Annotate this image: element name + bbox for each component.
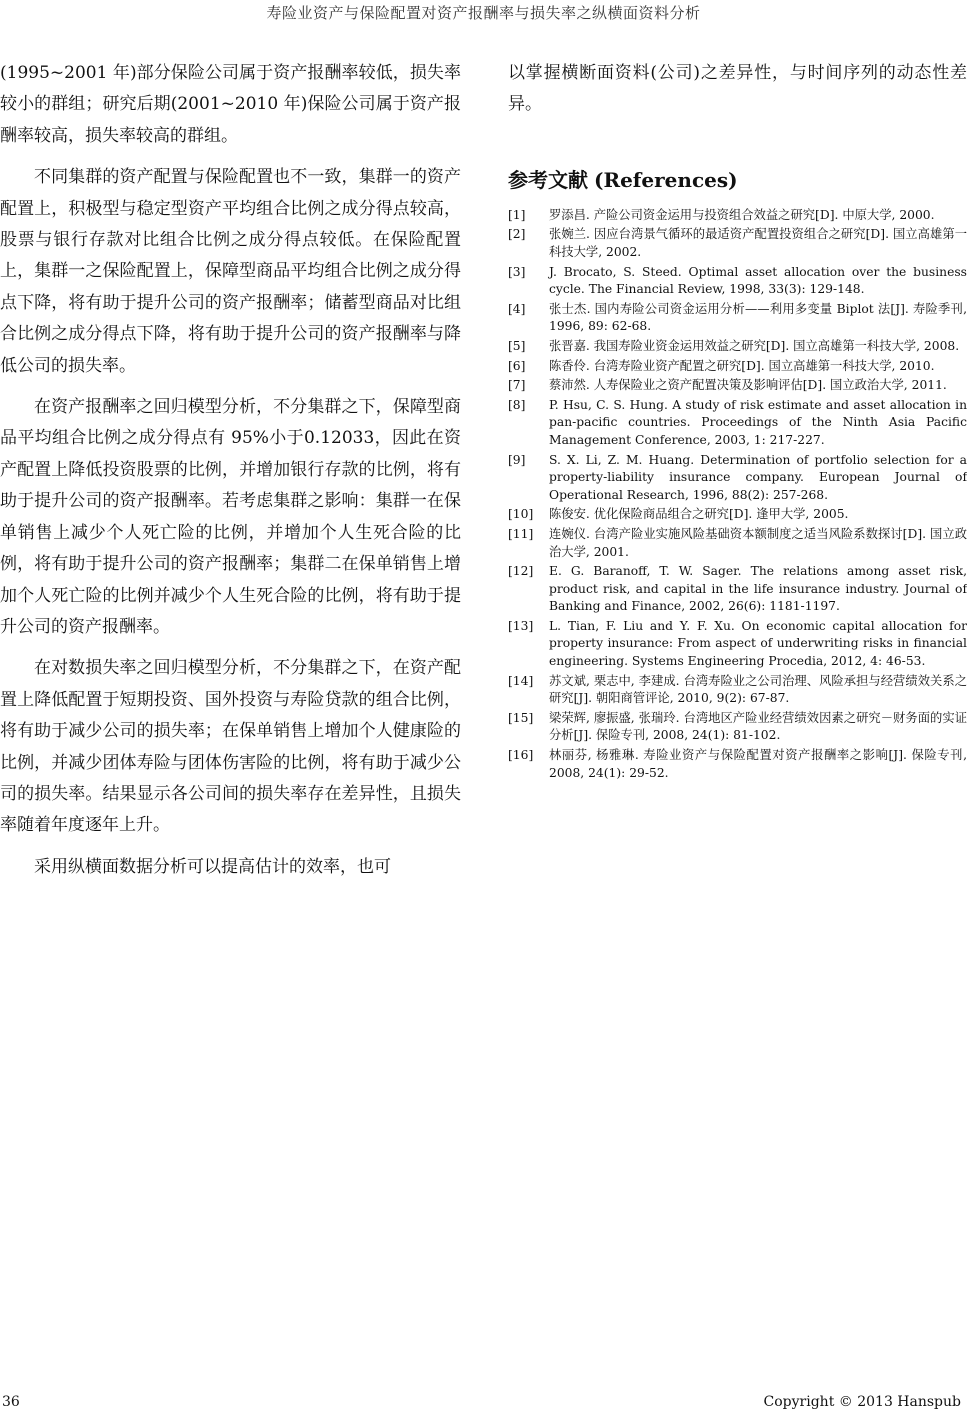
- reference-text: 连婉仪. 台湾产险业实施风险基础资本额制度之适当风险系数探讨[D]. 国立政治大学, 2001.: [549, 526, 967, 559]
- reference-text: P. Hsu, C. S. Hung. A study of risk estimate and asset allocation in pan-pacific countries. Proceedings of the Ninth Asia Pacific Management Conference, 2003, 1: 217-227.: [549, 397, 967, 447]
- references-heading-cn: 参考文献: [508, 167, 588, 192]
- reference-number: [3]: [508, 264, 526, 279]
- reference-text: L. Tian, F. Liu and Y. F. Xu. On economic capital allocation for property insurance: From aspect of underwriting risks in financial engineering. Systems Engineering Procedia, 2012, 4: 46-53.: [549, 618, 967, 669]
- reference-item: [508, 526, 967, 561]
- reference-item: [508, 377, 967, 395]
- reference-number: [5]: [508, 338, 526, 353]
- reference-text: 陈俊安. 优化保险商品组合之研究[D]. 逢甲大学, 2005.: [549, 507, 849, 522]
- reference-number: [4]: [508, 301, 526, 316]
- reference-number: [15]: [508, 710, 534, 725]
- reference-text: 陈香伶. 台湾寿险业资产配置之研究[D]. 国立高雄第一科技大学, 2010.: [549, 358, 935, 373]
- reference-text: 林丽芬, 杨雅琳. 寿险业资产与保险配置对资产报酬率之影响[J]. 保险专刊, 2008, 24(1): 29-52.: [549, 748, 967, 780]
- reference-number: [8]: [508, 397, 526, 412]
- reference-text: 苏文斌, 栗志中, 李建成. 台湾寿险业之公司治理、风险承担与经营绩效关系之研究[J]. 朝阳商管评论, 2010, 9(2): 67-87.: [549, 673, 967, 706]
- reference-number: [14]: [508, 673, 534, 688]
- body-paragraph: 采用纵横面数据分析可以提高估计的效率，也可: [34, 856, 391, 877]
- reference-item: [508, 452, 967, 505]
- reference-number: [7]: [508, 378, 526, 393]
- reference-number: [13]: [508, 618, 534, 633]
- reference-item: [508, 358, 967, 376]
- copyright-notice: Copyright © 2013 Hanspub: [763, 1394, 961, 1410]
- reference-number: [9]: [508, 452, 526, 467]
- reference-number: [16]: [508, 748, 534, 763]
- reference-item: [508, 207, 967, 225]
- reference-text: 张婉兰. 因应台湾景气循环的最适资产配置投资组合之研究[D]. 国立高雄第一科技大学, 2002.: [549, 227, 967, 259]
- reference-number: [11]: [508, 526, 534, 541]
- body-paragraph-continuation: 以掌握横断面资料(公司)之差异性，与时间序列的动态性差异。: [508, 63, 967, 115]
- body-paragraph: (1995~2001 年)部分保险公司属于资产报酬率较低，损失率较小的群组；研究后期(2001~2010 年)保险公司属于资产报酬率较高，损失率较高的群组。: [0, 63, 461, 146]
- reference-item: [508, 506, 967, 524]
- reference-text: 梁荣辉, 廖振盛, 张瑞玲. 台湾地区产险业经营绩效因素之研究－财务面的实证分析[J]. 保险专刊, 2008, 24(1): 81-102.: [549, 710, 967, 743]
- reference-text: 罗添昌. 产险公司资金运用与投资组合效益之研究[D]. 中原大学, 2000.: [549, 207, 935, 222]
- left-column: [0, 58, 461, 893]
- reference-item: [508, 226, 967, 261]
- reference-number: [2]: [508, 227, 526, 242]
- running-header: 寿险业资产与保险配置对资产报酬率与损失率之纵横面资料分析: [266, 4, 701, 22]
- reference-text: S. X. Li, Z. M. Huang. Determination of portfolio selection for a property-liability insurance company. European Journal of Operational Research, 1996, 88(2): 257-268.: [549, 452, 967, 502]
- reference-number: [12]: [508, 564, 534, 579]
- reference-text: 张士杰. 国内寿险公司资金运用分析——利用多变量 Biplot 法[J]. 寿险季刊, 1996, 89: 62-68.: [549, 301, 967, 334]
- reference-item: [508, 673, 967, 708]
- reference-number: [10]: [508, 507, 534, 522]
- references-heading: [508, 164, 967, 193]
- reference-item: [508, 747, 967, 782]
- references-heading-en: (References): [594, 167, 738, 192]
- reference-item: [508, 618, 967, 671]
- reference-number: [6]: [508, 358, 526, 373]
- reference-item: [508, 338, 967, 356]
- reference-text: 蔡沛然. 人寿保险业之资产配置决策及影响评估[D]. 国立政治大学, 2011.: [549, 378, 947, 393]
- reference-text: E. G. Baranoff, T. W. Sager. The relations among asset risk, product risk, and capital in the life insurance industry. Journal of Banking and Finance, 2002, 26(6): 1181-1197.: [549, 564, 967, 614]
- reference-item: [508, 710, 967, 745]
- reference-item: [508, 264, 967, 299]
- reference-item: [508, 563, 967, 616]
- reference-text: 张晋嘉. 我国寿险业资金运用效益之研究[D]. 国立高雄第一科技大学, 2008.: [549, 338, 960, 353]
- page-number: 36: [2, 1394, 20, 1410]
- reference-text: J. Brocato, S. Steed. Optimal asset allocation over the business cycle. The Financial Review, 1998, 33(3): 129-148.: [549, 264, 967, 297]
- reference-item: [508, 301, 967, 336]
- body-paragraph: 不同集群的资产配置与保险配置也不一致，集群一的资产配置上，积极型与稳定型资产平均组合比例之成分得点较高，股票与银行存款对比组合比例之成分得点较低。在保险配置上，集群一之保险配置上，保障型商品平均组合比例之成分得点下降，将有助于提升公司的资产报酬率；储蓄型商品对比组合比例之成分得点下降，将有助于提升公司的资产报酬率与降低公司的损失率。: [0, 167, 461, 376]
- body-paragraph: 在资产报酬率之回归模型分析，不分集群之下，保障型商品平均组合比例之成分得点有 95%小于0.12033，因此在资产配置上降低投资股票的比例，并增加银行存款的比例，将有助于提升公司的资产报酬率。若考虑集群之影响：集群一在保单销售上减少个人死亡险的比例，并增加个人生死合险的比例，将有助于提升公司的资产报酬率；集群二在保单销售上增加个人死亡险的比例并减少个人生死合险的比例，将有助于提升公司的资产报酬率。: [0, 397, 461, 637]
- references-list: [508, 207, 967, 782]
- reference-number: [1]: [508, 207, 526, 222]
- reference-item: [508, 397, 967, 450]
- body-paragraph: 在对数损失率之回归模型分析，不分集群之下，在资产配置上降低配置于短期投资、国外投资与寿险贷款的组合比例，将有助于减少公司的损失率；在保单销售上增加个人健康险的比例，并减少团体寿险与团体伤害险的比例，将有助于减少公司的损失率。结果显示各公司间的损失率存在差异性，且损失率随着年度逐年上升。: [0, 658, 461, 836]
- right-column: [508, 58, 967, 784]
